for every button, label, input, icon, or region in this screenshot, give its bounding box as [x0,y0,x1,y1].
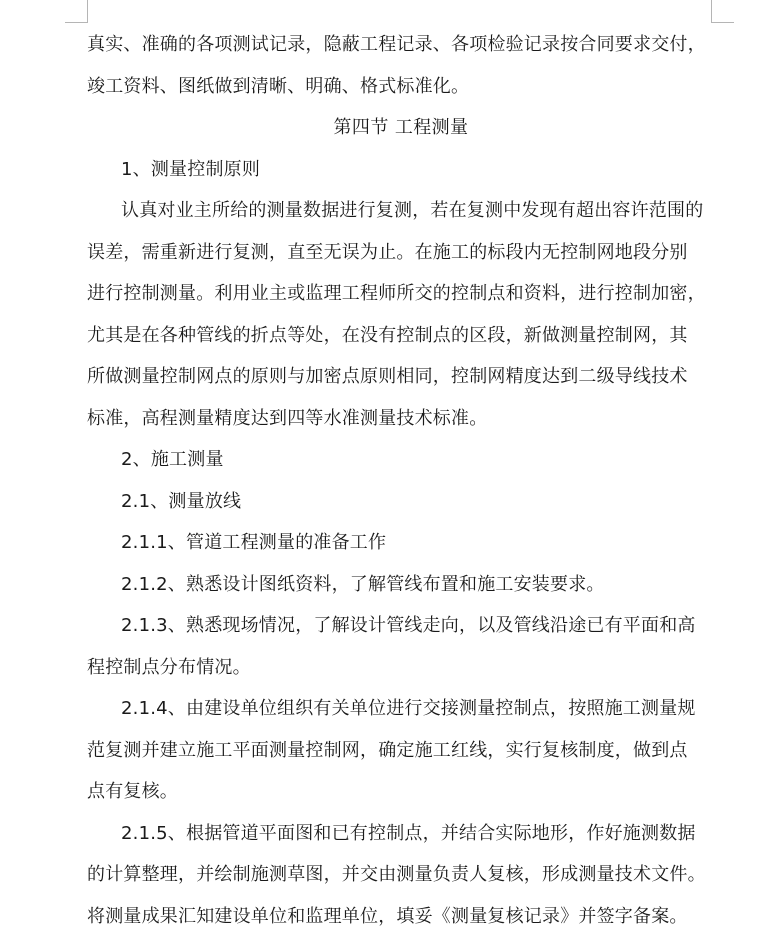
text-line: 点有复核。 [87,781,178,802]
section-title: 第四节 工程测量 [333,117,469,138]
text-line: 进行控制测量。利用业主或监理工程师所交的控制点和资料，进行控制加密， [87,283,706,304]
control-principle-paragraph [87,190,715,439]
text-line: 2.1.3、熟悉现场情况，了解设计管线走向，以及管线沿途已有平面和高 [121,615,696,636]
text-line: 2、施工测量 [121,449,224,470]
item-2-1-3 [87,605,715,688]
text-line: 2.1.5、根据管道平面图和已有控制点，并结合实际地形，作好施测数据 [121,822,696,844]
crop-mark-right [711,0,734,23]
document-body [87,24,715,937]
text-line: 尤其是在各种管线的折点等处，在没有控制点的区段，新做测量控制网，其 [87,324,688,346]
text-line: 将测量成果汇知建设单位和监理单位，填妥《测量复核记录》并签字备案。 [87,905,688,927]
crop-mark-left [65,0,88,23]
text-line: 程控制点分布情况。 [87,656,251,678]
text-line: 2.1.1、管道工程测量的准备工作 [121,532,387,553]
text-line: 2.1.4、由建设单位组织有关单位进行交接测量控制点，按照施工测量规 [121,698,696,719]
item-2-1-5 [87,813,715,938]
text-line: 1、测量控制原则 [121,158,261,180]
item-2-1-1 [87,522,715,564]
item-2-1-2 [87,564,715,606]
text-line: 的计算整理，并绘制施测草图，并交由测量负责人复核，形成测量技术文件。 [87,864,706,885]
subsection-title-1 [87,149,715,191]
intro-paragraph [87,24,715,107]
text-line: 真实、准确的各项测试记录，隐蔽工程记录、各项检验记录按合同要求交付， [87,34,706,55]
text-line: 2.1.2、熟悉设计图纸资料，了解管线布置和施工安装要求。 [121,573,605,595]
text-line: 所做测量控制网点的原则与加密点原则相同，控制网精度达到二级导线技术 [87,366,688,387]
text-line: 误差，需重新进行复测，直至无误为止。在施工的标段内无控制网地段分别 [87,241,688,263]
text-line: 2.1、测量放线 [121,490,242,512]
item-2-1-4 [87,688,715,813]
text-line: 范复测并建立施工平面测量控制网，确定施工红线，实行复核制度，做到点 [87,739,688,761]
subsection-title-2 [87,439,715,481]
text-line: 认真对业主所给的测量数据进行复测，若在复测中发现有超出容许范围的 [121,200,704,221]
text-line: 竣工资料、图纸做到清晰、明确、格式标准化。 [87,75,470,97]
subsection-title-2-1 [87,481,715,523]
text-line: 标准，高程测量精度达到四等水准测量技术标准。 [87,407,488,429]
